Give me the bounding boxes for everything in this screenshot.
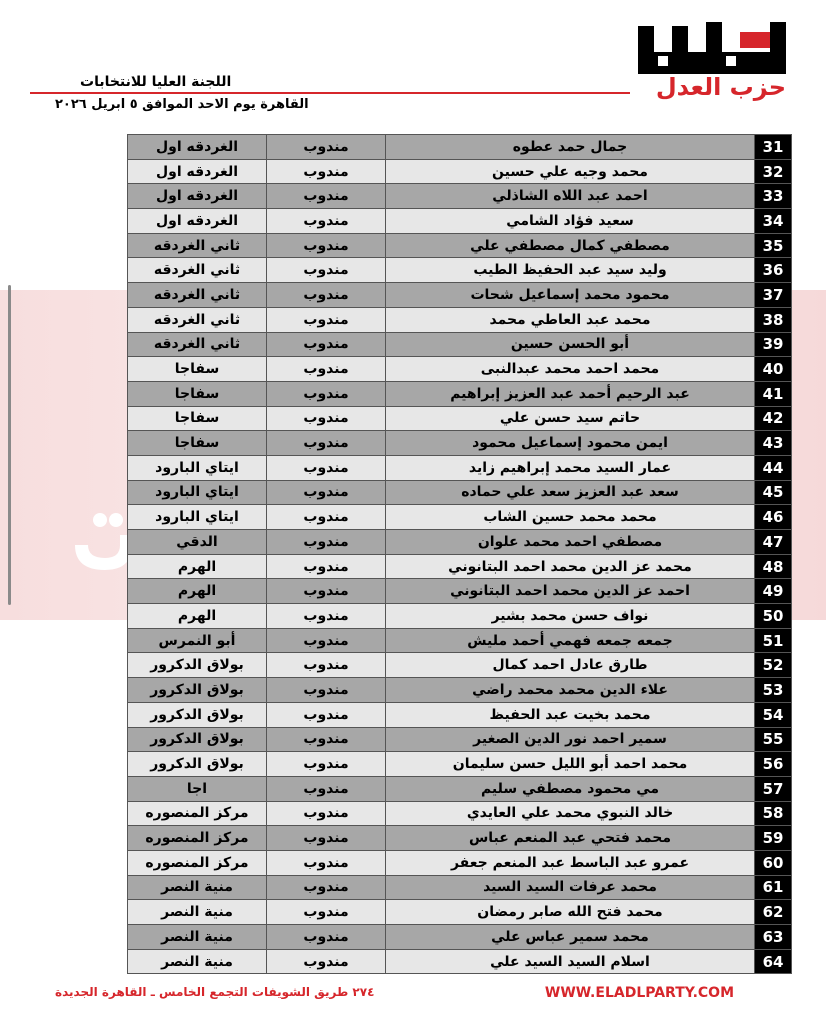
table-row bbox=[128, 184, 792, 209]
delegates-table bbox=[127, 134, 792, 974]
table-row bbox=[128, 283, 792, 308]
role-cell: مندوب bbox=[267, 184, 386, 209]
area-cell: ثاني الغردقه bbox=[128, 233, 267, 258]
area-cell: الهرم bbox=[128, 554, 267, 579]
number-cell: 55 bbox=[755, 727, 792, 752]
table-row bbox=[128, 727, 792, 752]
number-cell: 35 bbox=[755, 233, 792, 258]
number-cell: 58 bbox=[755, 801, 792, 826]
number-cell: 50 bbox=[755, 604, 792, 629]
table-row bbox=[128, 332, 792, 357]
header-divider bbox=[30, 92, 630, 94]
role-cell: مندوب bbox=[267, 209, 386, 234]
area-cell: ثاني الغردقه bbox=[128, 332, 267, 357]
table-row bbox=[128, 875, 792, 900]
number-cell: 62 bbox=[755, 900, 792, 925]
name-cell: عمار السيد محمد إبراهيم زايد bbox=[386, 455, 755, 480]
table-row bbox=[128, 752, 792, 777]
area-cell: سفاجا bbox=[128, 381, 267, 406]
table-row bbox=[128, 826, 792, 851]
area-cell: الغردقه اول bbox=[128, 159, 267, 184]
area-cell: الهرم bbox=[128, 579, 267, 604]
number-cell: 60 bbox=[755, 850, 792, 875]
role-cell: مندوب bbox=[267, 135, 386, 160]
role-cell: مندوب bbox=[267, 455, 386, 480]
table-row bbox=[128, 135, 792, 160]
name-cell: سعد عبد العزيز سعد علي حماده bbox=[386, 480, 755, 505]
role-cell: مندوب bbox=[267, 752, 386, 777]
table-row bbox=[128, 628, 792, 653]
area-cell: الدقي bbox=[128, 530, 267, 555]
role-cell: مندوب bbox=[267, 258, 386, 283]
footer-address: ٢٧٤ طريق الشويفات التجمع الخامس ـ القاهرة الجديدة bbox=[55, 985, 375, 999]
number-cell: 46 bbox=[755, 505, 792, 530]
role-cell: مندوب bbox=[267, 283, 386, 308]
table-row bbox=[128, 653, 792, 678]
name-cell: عمرو عبد الباسط عبد المنعم جعفر bbox=[386, 850, 755, 875]
role-cell: مندوب bbox=[267, 233, 386, 258]
number-cell: 59 bbox=[755, 826, 792, 851]
role-cell: مندوب bbox=[267, 480, 386, 505]
name-cell: مصطفي احمد محمد علوان bbox=[386, 530, 755, 555]
area-cell: ايتاي البارود bbox=[128, 480, 267, 505]
name-cell: طارق عادل احمد كمال bbox=[386, 653, 755, 678]
party-logo bbox=[638, 22, 786, 74]
table-row bbox=[128, 900, 792, 925]
area-cell: ايتاي البارود bbox=[128, 505, 267, 530]
number-cell: 44 bbox=[755, 455, 792, 480]
number-cell: 52 bbox=[755, 653, 792, 678]
party-name: حزب العدل bbox=[655, 73, 786, 101]
number-cell: 48 bbox=[755, 554, 792, 579]
area-cell: بولاق الدكرور bbox=[128, 702, 267, 727]
name-cell: سعيد فؤاد الشامي bbox=[386, 209, 755, 234]
table-row bbox=[128, 381, 792, 406]
table-row bbox=[128, 850, 792, 875]
area-cell: مركز المنصوره bbox=[128, 826, 267, 851]
role-cell: مندوب bbox=[267, 925, 386, 950]
name-cell: محمد سمير عباس علي bbox=[386, 925, 755, 950]
name-cell: محمد فتح الله صابر رمضان bbox=[386, 900, 755, 925]
number-cell: 40 bbox=[755, 357, 792, 382]
area-cell: ايتاي البارود bbox=[128, 455, 267, 480]
name-cell: محمد احمد أبو الليل حسن سليمان bbox=[386, 752, 755, 777]
area-cell: منية النصر bbox=[128, 900, 267, 925]
table-row bbox=[128, 604, 792, 629]
number-cell: 57 bbox=[755, 776, 792, 801]
area-cell: بولاق الدكرور bbox=[128, 727, 267, 752]
name-cell: جمعه جمعه فهمي أحمد مليش bbox=[386, 628, 755, 653]
role-cell: مندوب bbox=[267, 307, 386, 332]
name-cell: محمد عبد العاطي محمد bbox=[386, 307, 755, 332]
name-cell: عبد الرحيم أحمد عبد العزيز إبراهيم bbox=[386, 381, 755, 406]
date-line: القاهرة يوم الاحد الموافق ٥ ابريل ٢٠٢٦ bbox=[55, 97, 309, 112]
role-cell: مندوب bbox=[267, 727, 386, 752]
number-cell: 43 bbox=[755, 431, 792, 456]
name-cell: محمد وجيه علي حسين bbox=[386, 159, 755, 184]
number-cell: 47 bbox=[755, 530, 792, 555]
committee-title: اللجنة العليا للانتخابات bbox=[80, 74, 232, 90]
table-row bbox=[128, 702, 792, 727]
name-cell: محمد فتحي عبد المنعم عباس bbox=[386, 826, 755, 851]
scrollbar-thumb[interactable] bbox=[8, 285, 11, 605]
table-row bbox=[128, 505, 792, 530]
name-cell: محمود محمد إسماعيل شحات bbox=[386, 283, 755, 308]
table-row bbox=[128, 406, 792, 431]
name-cell: ايمن محمود إسماعيل محمود bbox=[386, 431, 755, 456]
role-cell: مندوب bbox=[267, 801, 386, 826]
area-cell: سفاجا bbox=[128, 406, 267, 431]
area-cell: بولاق الدكرور bbox=[128, 653, 267, 678]
table-row bbox=[128, 258, 792, 283]
table-row bbox=[128, 480, 792, 505]
area-cell: ثاني الغردقه bbox=[128, 307, 267, 332]
name-cell: احمد عبد اللاه الشاذلي bbox=[386, 184, 755, 209]
table-row bbox=[128, 233, 792, 258]
role-cell: مندوب bbox=[267, 900, 386, 925]
role-cell: مندوب bbox=[267, 381, 386, 406]
number-cell: 49 bbox=[755, 579, 792, 604]
number-cell: 61 bbox=[755, 875, 792, 900]
role-cell: مندوب bbox=[267, 554, 386, 579]
area-cell: بولاق الدكرور bbox=[128, 752, 267, 777]
role-cell: مندوب bbox=[267, 159, 386, 184]
role-cell: مندوب bbox=[267, 530, 386, 555]
name-cell: محمد محمد حسين الشاب bbox=[386, 505, 755, 530]
role-cell: مندوب bbox=[267, 776, 386, 801]
number-cell: 42 bbox=[755, 406, 792, 431]
number-cell: 33 bbox=[755, 184, 792, 209]
area-cell: منية النصر bbox=[128, 949, 267, 974]
area-cell: الغردقه اول bbox=[128, 209, 267, 234]
area-cell: اجا bbox=[128, 776, 267, 801]
name-cell: مصطفي كمال مصطفي علي bbox=[386, 233, 755, 258]
number-cell: 36 bbox=[755, 258, 792, 283]
number-cell: 41 bbox=[755, 381, 792, 406]
table-row bbox=[128, 949, 792, 974]
name-cell: اسلام السيد السيد علي bbox=[386, 949, 755, 974]
role-cell: مندوب bbox=[267, 702, 386, 727]
area-cell: ثاني الغردقه bbox=[128, 283, 267, 308]
name-cell: علاء الدين محمد محمد راضي bbox=[386, 678, 755, 703]
table-row bbox=[128, 209, 792, 234]
area-cell: بولاق الدكرور bbox=[128, 678, 267, 703]
table-row bbox=[128, 530, 792, 555]
name-cell: محمد عز الدين محمد احمد البتانوني bbox=[386, 554, 755, 579]
table-row bbox=[128, 307, 792, 332]
role-cell: مندوب bbox=[267, 949, 386, 974]
role-cell: مندوب bbox=[267, 850, 386, 875]
number-cell: 45 bbox=[755, 480, 792, 505]
table-row bbox=[128, 554, 792, 579]
name-cell: محمد احمد محمد عبدالنبى bbox=[386, 357, 755, 382]
number-cell: 32 bbox=[755, 159, 792, 184]
role-cell: مندوب bbox=[267, 357, 386, 382]
footer-website-link[interactable]: WWW.ELADLPARTY.COM bbox=[544, 985, 734, 1001]
name-cell: حاتم سيد حسن علي bbox=[386, 406, 755, 431]
role-cell: مندوب bbox=[267, 332, 386, 357]
table-row bbox=[128, 159, 792, 184]
number-cell: 64 bbox=[755, 949, 792, 974]
area-cell: الغردقه اول bbox=[128, 135, 267, 160]
area-cell: أبو النمرس bbox=[128, 628, 267, 653]
role-cell: مندوب bbox=[267, 653, 386, 678]
number-cell: 56 bbox=[755, 752, 792, 777]
area-cell: مركز المنصوره bbox=[128, 850, 267, 875]
name-cell: محمد بخيت عبد الحفيظ bbox=[386, 702, 755, 727]
role-cell: مندوب bbox=[267, 826, 386, 851]
number-cell: 34 bbox=[755, 209, 792, 234]
number-cell: 37 bbox=[755, 283, 792, 308]
number-cell: 53 bbox=[755, 678, 792, 703]
number-cell: 51 bbox=[755, 628, 792, 653]
area-cell: مركز المنصوره bbox=[128, 801, 267, 826]
role-cell: مندوب bbox=[267, 875, 386, 900]
name-cell: سمير احمد نور الدين الصغير bbox=[386, 727, 755, 752]
area-cell: منية النصر bbox=[128, 925, 267, 950]
name-cell: احمد عز الدين محمد احمد البتانوني bbox=[386, 579, 755, 604]
table-row bbox=[128, 801, 792, 826]
number-cell: 38 bbox=[755, 307, 792, 332]
role-cell: مندوب bbox=[267, 678, 386, 703]
role-cell: مندوب bbox=[267, 579, 386, 604]
area-cell: سفاجا bbox=[128, 357, 267, 382]
table-row bbox=[128, 579, 792, 604]
role-cell: مندوب bbox=[267, 431, 386, 456]
name-cell: خالد النبوي محمد علي العايدي bbox=[386, 801, 755, 826]
name-cell: جمال حمد عطوه bbox=[386, 135, 755, 160]
name-cell: مي محمود مصطفي سليم bbox=[386, 776, 755, 801]
role-cell: مندوب bbox=[267, 628, 386, 653]
name-cell: محمد عرفات السيد السيد bbox=[386, 875, 755, 900]
name-cell: أبو الحسن حسين bbox=[386, 332, 755, 357]
role-cell: مندوب bbox=[267, 505, 386, 530]
number-cell: 39 bbox=[755, 332, 792, 357]
number-cell: 54 bbox=[755, 702, 792, 727]
area-cell: ثاني الغردقه bbox=[128, 258, 267, 283]
table-row bbox=[128, 678, 792, 703]
number-cell: 31 bbox=[755, 135, 792, 160]
number-cell: 63 bbox=[755, 925, 792, 950]
role-cell: مندوب bbox=[267, 604, 386, 629]
table-row bbox=[128, 925, 792, 950]
area-cell: سفاجا bbox=[128, 431, 267, 456]
table-row bbox=[128, 455, 792, 480]
table-row bbox=[128, 431, 792, 456]
name-cell: نواف حسن محمد بشير bbox=[386, 604, 755, 629]
area-cell: الغردقه اول bbox=[128, 184, 267, 209]
table-row bbox=[128, 357, 792, 382]
role-cell: مندوب bbox=[267, 406, 386, 431]
name-cell: وليد سيد عبد الحفيظ الطيب bbox=[386, 258, 755, 283]
area-cell: الهرم bbox=[128, 604, 267, 629]
area-cell: منية النصر bbox=[128, 875, 267, 900]
table-row bbox=[128, 776, 792, 801]
